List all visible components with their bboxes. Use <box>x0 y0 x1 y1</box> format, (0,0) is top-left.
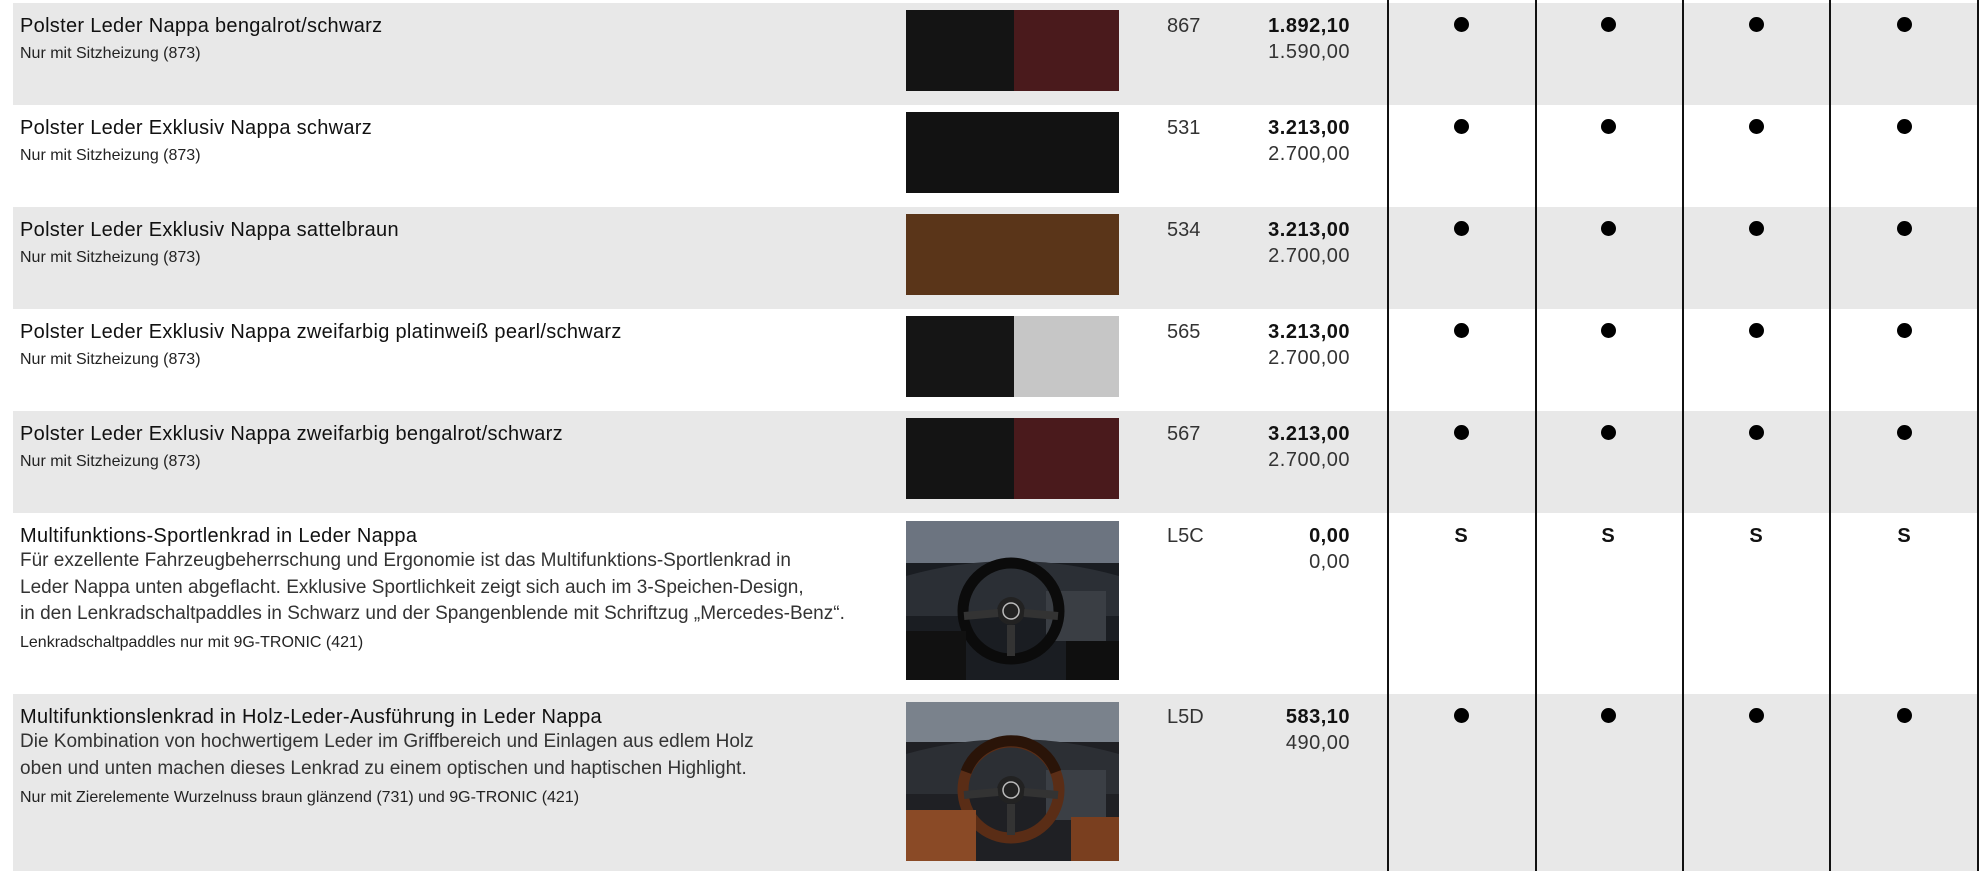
option-description <box>20 729 754 782</box>
option-title: Multifunktionslenkrad in Holz-Leder-Ausführung in Leder Nappa <box>20 706 602 728</box>
available-dot-icon <box>1588 323 1628 338</box>
option-note: Nur mit Zierelemente Wurzelnuss braun glänzend (731) und 9G-TRONIC (421) <box>20 789 580 806</box>
price-net: 0,00 <box>1309 551 1350 573</box>
description-line: in den Lenkradschaltpaddles in Schwarz und der Spangenblende mit Schriftzug „Mercedes-Benz“. <box>20 603 845 624</box>
swatch-left <box>906 316 1014 397</box>
color-swatch <box>906 316 1119 397</box>
available-dot-icon <box>1884 17 1924 32</box>
color-swatch <box>906 112 1119 193</box>
price-net: 1.590,00 <box>1268 41 1350 63</box>
available-dot-icon <box>1588 425 1628 440</box>
available-dot-icon <box>1736 425 1776 440</box>
option-note: Nur mit Sitzheizung (873) <box>20 453 201 470</box>
column-divider <box>1682 0 1684 871</box>
swatch-right <box>1014 418 1119 499</box>
swatch-full <box>906 214 1119 295</box>
option-description <box>20 548 845 628</box>
swatch-left <box>906 418 1014 499</box>
price-gross: 0,00 <box>1309 525 1350 547</box>
price-net: 2.700,00 <box>1268 143 1350 165</box>
price-gross: 3.213,00 <box>1268 117 1350 139</box>
available-dot-icon <box>1884 323 1924 338</box>
column-divider <box>1829 0 1831 871</box>
available-dot-icon <box>1736 323 1776 338</box>
standard-mark: S <box>1897 525 1911 547</box>
option-title: Polster Leder Exklusiv Nappa zweifarbig platinweiß pearl/schwarz <box>20 321 622 343</box>
color-swatch <box>906 418 1119 499</box>
available-dot-icon <box>1441 708 1481 723</box>
available-dot-icon <box>1884 221 1924 236</box>
option-note: Nur mit Sitzheizung (873) <box>20 249 201 266</box>
available-dot-icon <box>1884 119 1924 134</box>
option-code: L5C <box>1167 525 1204 547</box>
option-note: Lenkradschaltpaddles nur mit 9G-TRONIC (421) <box>20 634 364 651</box>
option-code: 565 <box>1167 321 1201 343</box>
swatch-full <box>906 112 1119 193</box>
description-line: Für exzellente Fahrzeugbeherrschung und Ergonomie ist das Multifunktions-Sportlenkrad in <box>20 550 791 571</box>
color-swatch <box>906 10 1119 91</box>
available-dot-icon <box>1736 119 1776 134</box>
steering-wheel-wood-image <box>906 702 1119 861</box>
option-code: 531 <box>1167 117 1201 139</box>
column-divider <box>1387 0 1389 871</box>
price-gross: 3.213,00 <box>1268 219 1350 241</box>
price-gross: 1.892,10 <box>1268 15 1350 37</box>
available-dot-icon <box>1441 119 1481 134</box>
price-gross: 3.213,00 <box>1268 423 1350 445</box>
price-gross: 3.213,00 <box>1268 321 1350 343</box>
steering-wheel-photo <box>906 702 1119 861</box>
available-dot-icon <box>1736 221 1776 236</box>
steering-wheel-photo <box>906 521 1119 680</box>
description-line: oben und unten machen dieses Lenkrad zu einem optischen und haptischen Highlight. <box>20 757 747 779</box>
option-note: Nur mit Sitzheizung (873) <box>20 147 201 164</box>
option-code: 567 <box>1167 423 1201 445</box>
price-net: 2.700,00 <box>1268 449 1350 471</box>
price-net: 2.700,00 <box>1268 347 1350 369</box>
option-note: Nur mit Sitzheizung (873) <box>20 45 201 62</box>
option-title: Polster Leder Exklusiv Nappa sattelbraun <box>20 219 399 241</box>
available-dot-icon <box>1884 425 1924 440</box>
available-dot-icon <box>1588 221 1628 236</box>
available-dot-icon <box>1441 221 1481 236</box>
option-code: 534 <box>1167 219 1201 241</box>
description-line: Die Kombination von hochwertigem Leder im Griffbereich und Einlagen aus edlem Holz <box>20 731 754 752</box>
standard-mark: S <box>1601 525 1615 547</box>
description-line: Leder Nappa unten abgeflacht. Exklusive Sportlichkeit zeigt sich auch im 3-Speichen-Design, <box>20 576 804 598</box>
swatch-left <box>906 10 1014 91</box>
available-dot-icon <box>1588 708 1628 723</box>
option-code: L5D <box>1167 706 1204 728</box>
standard-mark: S <box>1749 525 1763 547</box>
available-dot-icon <box>1441 323 1481 338</box>
available-dot-icon <box>1441 17 1481 32</box>
option-title: Polster Leder Nappa bengalrot/schwarz <box>20 15 383 37</box>
available-dot-icon <box>1588 17 1628 32</box>
option-title: Multifunktions-Sportlenkrad in Leder Nappa <box>20 525 418 547</box>
available-dot-icon <box>1736 17 1776 32</box>
available-dot-icon <box>1884 708 1924 723</box>
price-net: 2.700,00 <box>1268 245 1350 267</box>
swatch-right <box>1014 316 1119 397</box>
standard-mark: S <box>1454 525 1468 547</box>
swatch-right <box>1014 10 1119 91</box>
available-dot-icon <box>1441 425 1481 440</box>
option-code: 867 <box>1167 15 1201 37</box>
color-swatch <box>906 214 1119 295</box>
option-title: Polster Leder Exklusiv Nappa schwarz <box>20 117 373 139</box>
steering-wheel-sport-image <box>906 521 1119 680</box>
available-dot-icon <box>1588 119 1628 134</box>
column-divider <box>1535 0 1537 871</box>
page-edge-line <box>1977 0 1979 871</box>
available-dot-icon <box>1736 708 1776 723</box>
price-gross: 583,10 <box>1285 706 1350 728</box>
price-net: 490,00 <box>1285 732 1350 754</box>
option-title: Polster Leder Exklusiv Nappa zweifarbig bengalrot/schwarz <box>20 423 563 445</box>
option-note: Nur mit Sitzheizung (873) <box>20 351 201 368</box>
